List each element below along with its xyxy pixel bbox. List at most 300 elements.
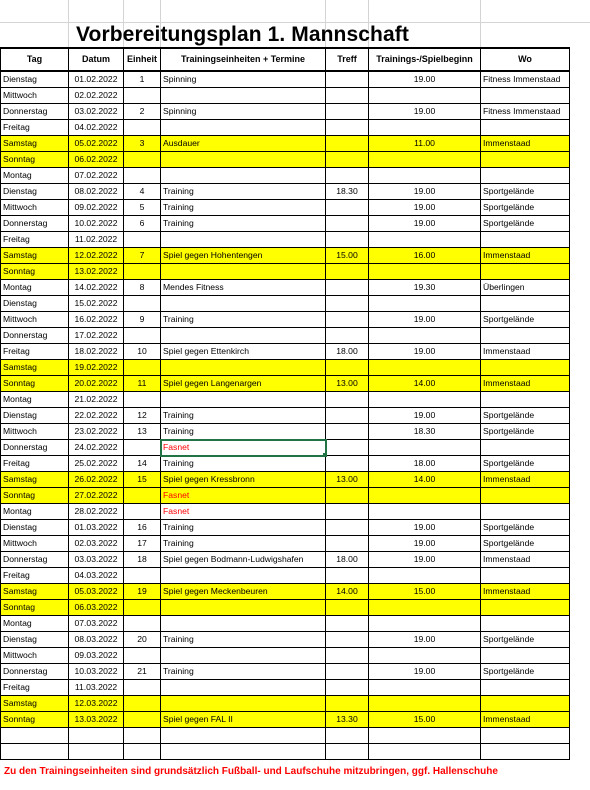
cell-tag[interactable]: Samstag — [1, 248, 69, 264]
cell-treff[interactable] — [326, 264, 369, 280]
cell-treff[interactable] — [326, 696, 369, 712]
cell-beginn[interactable]: 18.00 — [369, 456, 481, 472]
cell-tag[interactable]: Donnerstag — [1, 552, 69, 568]
cell-beginn[interactable]: 19.00 — [369, 520, 481, 536]
cell-einheit[interactable]: 20 — [124, 632, 161, 648]
cell-wo[interactable] — [481, 648, 570, 664]
cell-datum[interactable] — [69, 728, 124, 744]
cell-einheit[interactable]: 10 — [124, 344, 161, 360]
cell-treff[interactable]: 18.00 — [326, 552, 369, 568]
cell-beginn[interactable]: 14.00 — [369, 472, 481, 488]
cell-datum[interactable]: 25.02.2022 — [69, 456, 124, 472]
cell-wo[interactable] — [481, 616, 570, 632]
cell-datum[interactable]: 27.02.2022 — [69, 488, 124, 504]
cell-tag[interactable]: Mittwoch — [1, 312, 69, 328]
cell-wo[interactable]: Sportgelände — [481, 536, 570, 552]
cell-treff[interactable] — [326, 520, 369, 536]
cell-treff[interactable]: 13.00 — [326, 376, 369, 392]
cell-einheit[interactable]: 2 — [124, 104, 161, 120]
cell-training[interactable]: Training — [161, 536, 326, 552]
cell-tag[interactable]: Sonntag — [1, 152, 69, 168]
cell-einheit[interactable]: 8 — [124, 280, 161, 296]
cell-tag[interactable]: Montag — [1, 504, 69, 520]
cell-tag[interactable]: Samstag — [1, 472, 69, 488]
cell-beginn[interactable] — [369, 392, 481, 408]
cell-tag[interactable]: Dienstag — [1, 71, 69, 88]
cell-treff[interactable] — [326, 680, 369, 696]
cell-datum[interactable]: 07.02.2022 — [69, 168, 124, 184]
cell-datum[interactable]: 19.02.2022 — [69, 360, 124, 376]
cell-wo[interactable]: Sportgelände — [481, 184, 570, 200]
cell-treff[interactable] — [326, 392, 369, 408]
cell-beginn[interactable] — [369, 168, 481, 184]
cell-datum[interactable]: 06.02.2022 — [69, 152, 124, 168]
cell-einheit[interactable] — [124, 232, 161, 248]
cell-training[interactable]: Spiel gegen FAL II — [161, 712, 326, 728]
cell-tag[interactable]: Sonntag — [1, 376, 69, 392]
cell-einheit[interactable] — [124, 152, 161, 168]
cell-training[interactable] — [161, 680, 326, 696]
cell-tag[interactable]: Freitag — [1, 232, 69, 248]
cell-einheit[interactable]: 19 — [124, 584, 161, 600]
cell-datum[interactable] — [69, 744, 124, 760]
cell-tag[interactable]: Dienstag — [1, 184, 69, 200]
cell-datum[interactable]: 17.02.2022 — [69, 328, 124, 344]
cell-beginn[interactable]: 19.00 — [369, 536, 481, 552]
cell-beginn[interactable]: 19.00 — [369, 104, 481, 120]
cell-einheit[interactable] — [124, 648, 161, 664]
cell-training[interactable] — [161, 568, 326, 584]
cell-beginn[interactable]: 19.00 — [369, 632, 481, 648]
cell-datum[interactable]: 02.02.2022 — [69, 88, 124, 104]
cell-training[interactable]: Spiel gegen Hohentengen — [161, 248, 326, 264]
cell-wo[interactable]: Überlingen — [481, 280, 570, 296]
cell-wo[interactable] — [481, 568, 570, 584]
cell-einheit[interactable]: 12 — [124, 408, 161, 424]
cell-datum[interactable]: 24.02.2022 — [69, 440, 124, 456]
cell-tag[interactable]: Sonntag — [1, 712, 69, 728]
cell-wo[interactable] — [481, 88, 570, 104]
cell-datum[interactable]: 04.03.2022 — [69, 568, 124, 584]
cell-wo[interactable] — [481, 360, 570, 376]
cell-treff[interactable] — [326, 296, 369, 312]
cell-einheit[interactable] — [124, 392, 161, 408]
cell-wo[interactable]: Immenstaad — [481, 376, 570, 392]
cell-treff[interactable] — [326, 232, 369, 248]
cell-datum[interactable]: 20.02.2022 — [69, 376, 124, 392]
cell-tag[interactable]: Montag — [1, 168, 69, 184]
cell-tag[interactable]: Freitag — [1, 680, 69, 696]
cell-tag[interactable]: Sonntag — [1, 264, 69, 280]
cell-wo[interactable] — [481, 488, 570, 504]
cell-training[interactable]: Training — [161, 200, 326, 216]
cell-treff[interactable] — [326, 424, 369, 440]
cell-datum[interactable]: 09.02.2022 — [69, 200, 124, 216]
cell-datum[interactable]: 08.02.2022 — [69, 184, 124, 200]
header-einheit[interactable]: Einheit — [124, 48, 161, 71]
cell-beginn[interactable]: 19.00 — [369, 664, 481, 680]
cell-datum[interactable]: 13.03.2022 — [69, 712, 124, 728]
cell-training[interactable]: Fasnet — [161, 488, 326, 504]
cell-beginn[interactable]: 19.00 — [369, 216, 481, 232]
cell-beginn[interactable] — [369, 232, 481, 248]
cell-einheit[interactable] — [124, 744, 161, 760]
cell-training[interactable]: Training — [161, 664, 326, 680]
cell-tag[interactable]: Donnerstag — [1, 440, 69, 456]
cell-treff[interactable] — [326, 600, 369, 616]
cell-treff[interactable] — [326, 136, 369, 152]
cell-treff[interactable] — [326, 728, 369, 744]
cell-training[interactable]: Spiel gegen Kressbronn — [161, 472, 326, 488]
cell-training[interactable] — [161, 88, 326, 104]
cell-wo[interactable]: Immenstaad — [481, 248, 570, 264]
cell-treff[interactable] — [326, 568, 369, 584]
cell-einheit[interactable] — [124, 616, 161, 632]
cell-tag[interactable]: Sonntag — [1, 488, 69, 504]
cell-wo[interactable]: Sportgelände — [481, 312, 570, 328]
cell-einheit[interactable] — [124, 712, 161, 728]
cell-datum[interactable]: 08.03.2022 — [69, 632, 124, 648]
cell-einheit[interactable] — [124, 264, 161, 280]
cell-treff[interactable] — [326, 488, 369, 504]
cell-tag[interactable]: Freitag — [1, 120, 69, 136]
cell-training[interactable] — [161, 728, 326, 744]
cell-tag[interactable]: Dienstag — [1, 408, 69, 424]
cell-wo[interactable]: Immenstaad — [481, 136, 570, 152]
cell-datum[interactable]: 04.02.2022 — [69, 120, 124, 136]
cell-einheit[interactable] — [124, 296, 161, 312]
cell-beginn[interactable] — [369, 680, 481, 696]
cell-training[interactable]: Spinning — [161, 71, 326, 88]
cell-training[interactable]: Mendes Fitness — [161, 280, 326, 296]
cell-training[interactable]: Spiel gegen Bodmann-Ludwigshafen — [161, 552, 326, 568]
cell-training[interactable] — [161, 392, 326, 408]
cell-einheit[interactable] — [124, 728, 161, 744]
cell-beginn[interactable]: 19.00 — [369, 71, 481, 88]
cell-wo[interactable] — [481, 264, 570, 280]
cell-datum[interactable]: 26.02.2022 — [69, 472, 124, 488]
cell-wo[interactable] — [481, 600, 570, 616]
cell-beginn[interactable] — [369, 744, 481, 760]
cell-training[interactable]: Spiel gegen Langenargen — [161, 376, 326, 392]
cell-tag[interactable]: Samstag — [1, 696, 69, 712]
cell-tag[interactable]: Donnerstag — [1, 664, 69, 680]
cell-wo[interactable]: Immenstaad — [481, 344, 570, 360]
cell-datum[interactable]: 11.02.2022 — [69, 232, 124, 248]
cell-training[interactable] — [161, 264, 326, 280]
cell-treff[interactable]: 14.00 — [326, 584, 369, 600]
cell-wo[interactable] — [481, 328, 570, 344]
header-tag[interactable]: Tag — [1, 48, 69, 71]
cell-treff[interactable] — [326, 328, 369, 344]
cell-tag[interactable]: Donnerstag — [1, 328, 69, 344]
cell-einheit[interactable]: 3 — [124, 136, 161, 152]
cell-tag[interactable]: Donnerstag — [1, 216, 69, 232]
cell-wo[interactable]: Immenstaad — [481, 552, 570, 568]
cell-beginn[interactable] — [369, 360, 481, 376]
cell-treff[interactable] — [326, 744, 369, 760]
cell-training[interactable] — [161, 168, 326, 184]
cell-tag[interactable]: Freitag — [1, 456, 69, 472]
cell-wo[interactable] — [481, 504, 570, 520]
cell-tag[interactable]: Montag — [1, 616, 69, 632]
cell-datum[interactable]: 05.03.2022 — [69, 584, 124, 600]
cell-einheit[interactable] — [124, 168, 161, 184]
cell-beginn[interactable]: 19.00 — [369, 344, 481, 360]
header-training[interactable]: Trainingseinheiten + Termine — [161, 48, 326, 71]
cell-training[interactable]: Training — [161, 424, 326, 440]
cell-einheit[interactable] — [124, 120, 161, 136]
cell-datum[interactable]: 01.02.2022 — [69, 71, 124, 88]
cell-beginn[interactable]: 15.00 — [369, 584, 481, 600]
cell-einheit[interactable] — [124, 696, 161, 712]
cell-wo[interactable]: Sportgelände — [481, 664, 570, 680]
cell-tag[interactable]: Dienstag — [1, 520, 69, 536]
cell-einheit[interactable]: 21 — [124, 664, 161, 680]
cell-wo[interactable] — [481, 168, 570, 184]
cell-tag[interactable]: Donnerstag — [1, 104, 69, 120]
cell-beginn[interactable] — [369, 728, 481, 744]
cell-training[interactable]: Training — [161, 216, 326, 232]
cell-beginn[interactable] — [369, 616, 481, 632]
cell-beginn[interactable] — [369, 88, 481, 104]
cell-einheit[interactable] — [124, 360, 161, 376]
cell-tag[interactable]: Mittwoch — [1, 200, 69, 216]
cell-beginn[interactable]: 19.30 — [369, 280, 481, 296]
cell-training[interactable] — [161, 296, 326, 312]
cell-wo[interactable]: Fitness Immenstaad — [481, 104, 570, 120]
cell-beginn[interactable]: 19.00 — [369, 408, 481, 424]
cell-treff[interactable] — [326, 88, 369, 104]
cell-datum[interactable]: 16.02.2022 — [69, 312, 124, 328]
cell-datum[interactable]: 06.03.2022 — [69, 600, 124, 616]
cell-treff[interactable] — [326, 632, 369, 648]
cell-einheit[interactable]: 6 — [124, 216, 161, 232]
cell-training[interactable]: Training — [161, 184, 326, 200]
header-treff[interactable]: Treff — [326, 48, 369, 71]
cell-einheit[interactable] — [124, 568, 161, 584]
cell-wo[interactable] — [481, 392, 570, 408]
header-beginn[interactable]: Trainings-/Spielbeginn — [369, 48, 481, 71]
cell-training[interactable]: Spinning — [161, 104, 326, 120]
cell-tag[interactable]: Mittwoch — [1, 648, 69, 664]
cell-einheit[interactable] — [124, 600, 161, 616]
cell-beginn[interactable] — [369, 296, 481, 312]
cell-wo[interactable] — [481, 232, 570, 248]
cell-datum[interactable]: 13.02.2022 — [69, 264, 124, 280]
cell-datum[interactable]: 12.03.2022 — [69, 696, 124, 712]
cell-wo[interactable] — [481, 120, 570, 136]
selection-fill-handle[interactable] — [323, 453, 326, 456]
cell-beginn[interactable]: 19.00 — [369, 312, 481, 328]
cell-beginn[interactable]: 18.30 — [369, 424, 481, 440]
cell-einheit[interactable] — [124, 88, 161, 104]
cell-datum[interactable]: 15.02.2022 — [69, 296, 124, 312]
cell-einheit[interactable]: 14 — [124, 456, 161, 472]
cell-wo[interactable]: Sportgelände — [481, 456, 570, 472]
cell-einheit[interactable]: 18 — [124, 552, 161, 568]
cell-treff[interactable] — [326, 152, 369, 168]
cell-tag[interactable]: Sonntag — [1, 600, 69, 616]
cell-tag[interactable]: Freitag — [1, 344, 69, 360]
cell-datum[interactable]: 03.03.2022 — [69, 552, 124, 568]
cell-treff[interactable] — [326, 456, 369, 472]
cell-wo[interactable]: Sportgelände — [481, 520, 570, 536]
cell-tag[interactable]: Mittwoch — [1, 536, 69, 552]
cell-treff[interactable] — [326, 408, 369, 424]
cell-treff[interactable] — [326, 312, 369, 328]
cell-training[interactable]: Ausdauer — [161, 136, 326, 152]
cell-treff[interactable]: 18.30 — [326, 184, 369, 200]
cell-datum[interactable]: 14.02.2022 — [69, 280, 124, 296]
cell-datum[interactable]: 09.03.2022 — [69, 648, 124, 664]
cell-beginn[interactable] — [369, 152, 481, 168]
header-datum[interactable]: Datum — [69, 48, 124, 71]
cell-einheit[interactable] — [124, 328, 161, 344]
cell-beginn[interactable] — [369, 568, 481, 584]
cell-treff[interactable] — [326, 664, 369, 680]
cell-tag[interactable]: Mittwoch — [1, 88, 69, 104]
cell-training[interactable]: Training — [161, 632, 326, 648]
cell-einheit[interactable]: 16 — [124, 520, 161, 536]
cell-training[interactable] — [161, 648, 326, 664]
cell-treff[interactable]: 18.00 — [326, 344, 369, 360]
cell-training[interactable]: Training — [161, 408, 326, 424]
cell-training[interactable] — [161, 696, 326, 712]
cell-datum[interactable]: 28.02.2022 — [69, 504, 124, 520]
cell-treff[interactable] — [326, 71, 369, 88]
cell-beginn[interactable] — [369, 696, 481, 712]
cell-beginn[interactable] — [369, 504, 481, 520]
cell-beginn[interactable] — [369, 440, 481, 456]
cell-training[interactable]: Training — [161, 456, 326, 472]
cell-training[interactable]: Training — [161, 520, 326, 536]
cell-treff[interactable] — [326, 504, 369, 520]
cell-treff[interactable] — [326, 648, 369, 664]
cell-wo[interactable]: Immenstaad — [481, 712, 570, 728]
cell-training[interactable] — [161, 152, 326, 168]
cell-treff[interactable]: 13.30 — [326, 712, 369, 728]
cell-datum[interactable]: 12.02.2022 — [69, 248, 124, 264]
cell-treff[interactable] — [326, 216, 369, 232]
cell-training[interactable]: Spiel gegen Ettenkirch — [161, 344, 326, 360]
cell-treff[interactable]: 15.00 — [326, 248, 369, 264]
cell-training[interactable]: Spiel gegen Meckenbeuren — [161, 584, 326, 600]
cell-beginn[interactable]: 19.00 — [369, 184, 481, 200]
cell-training[interactable]: Training — [161, 312, 326, 328]
cell-datum[interactable]: 07.03.2022 — [69, 616, 124, 632]
cell-tag[interactable]: Mittwoch — [1, 424, 69, 440]
cell-datum[interactable]: 02.03.2022 — [69, 536, 124, 552]
cell-training[interactable] — [161, 232, 326, 248]
cell-wo[interactable]: Fitness Immenstaad — [481, 71, 570, 88]
cell-beginn[interactable]: 14.00 — [369, 376, 481, 392]
cell-wo[interactable]: Sportgelände — [481, 424, 570, 440]
cell-wo[interactable] — [481, 440, 570, 456]
cell-training[interactable]: Fasnet — [161, 440, 326, 456]
cell-tag[interactable]: Dienstag — [1, 632, 69, 648]
cell-einheit[interactable]: 7 — [124, 248, 161, 264]
cell-wo[interactable] — [481, 696, 570, 712]
cell-einheit[interactable] — [124, 440, 161, 456]
cell-datum[interactable]: 23.02.2022 — [69, 424, 124, 440]
cell-datum[interactable]: 03.02.2022 — [69, 104, 124, 120]
cell-training[interactable]: Fasnet — [161, 504, 326, 520]
cell-training[interactable] — [161, 616, 326, 632]
cell-tag[interactable]: Montag — [1, 392, 69, 408]
cell-wo[interactable]: Immenstaad — [481, 584, 570, 600]
cell-treff[interactable] — [326, 280, 369, 296]
cell-beginn[interactable] — [369, 328, 481, 344]
cell-tag[interactable]: Samstag — [1, 360, 69, 376]
cell-beginn[interactable] — [369, 488, 481, 504]
cell-treff[interactable]: 13.00 — [326, 472, 369, 488]
cell-tag[interactable]: Samstag — [1, 584, 69, 600]
cell-wo[interactable] — [481, 152, 570, 168]
cell-einheit[interactable]: 1 — [124, 71, 161, 88]
cell-training[interactable] — [161, 744, 326, 760]
cell-wo[interactable] — [481, 744, 570, 760]
cell-einheit[interactable]: 4 — [124, 184, 161, 200]
cell-tag[interactable] — [1, 744, 69, 760]
cell-beginn[interactable] — [369, 600, 481, 616]
cell-tag[interactable]: Samstag — [1, 136, 69, 152]
cell-training[interactable] — [161, 600, 326, 616]
cell-tag[interactable] — [1, 728, 69, 744]
cell-tag[interactable]: Montag — [1, 280, 69, 296]
cell-datum[interactable]: 18.02.2022 — [69, 344, 124, 360]
cell-wo[interactable]: Sportgelände — [481, 216, 570, 232]
cell-einheit[interactable]: 15 — [124, 472, 161, 488]
cell-beginn[interactable]: 19.00 — [369, 552, 481, 568]
cell-datum[interactable]: 22.02.2022 — [69, 408, 124, 424]
cell-einheit[interactable] — [124, 488, 161, 504]
cell-datum[interactable]: 11.03.2022 — [69, 680, 124, 696]
cell-treff[interactable] — [326, 168, 369, 184]
cell-wo[interactable]: Sportgelände — [481, 408, 570, 424]
cell-treff[interactable] — [326, 616, 369, 632]
cell-einheit[interactable]: 13 — [124, 424, 161, 440]
cell-wo[interactable]: Sportgelände — [481, 200, 570, 216]
cell-datum[interactable]: 01.03.2022 — [69, 520, 124, 536]
cell-beginn[interactable]: 11.00 — [369, 136, 481, 152]
cell-beginn[interactable] — [369, 120, 481, 136]
cell-wo[interactable]: Immenstaad — [481, 472, 570, 488]
cell-training[interactable] — [161, 360, 326, 376]
cell-beginn[interactable] — [369, 648, 481, 664]
cell-beginn[interactable]: 15.00 — [369, 712, 481, 728]
cell-treff[interactable] — [326, 200, 369, 216]
cell-training[interactable] — [161, 120, 326, 136]
cell-beginn[interactable]: 16.00 — [369, 248, 481, 264]
cell-wo[interactable] — [481, 296, 570, 312]
cell-treff[interactable] — [326, 360, 369, 376]
cell-beginn[interactable]: 19.00 — [369, 200, 481, 216]
cell-einheit[interactable]: 17 — [124, 536, 161, 552]
cell-beginn[interactable] — [369, 264, 481, 280]
cell-datum[interactable]: 21.02.2022 — [69, 392, 124, 408]
cell-treff[interactable] — [326, 536, 369, 552]
cell-datum[interactable]: 05.02.2022 — [69, 136, 124, 152]
cell-wo[interactable] — [481, 728, 570, 744]
cell-tag[interactable]: Dienstag — [1, 296, 69, 312]
cell-datum[interactable]: 10.02.2022 — [69, 216, 124, 232]
cell-tag[interactable]: Freitag — [1, 568, 69, 584]
cell-einheit[interactable]: 5 — [124, 200, 161, 216]
cell-treff[interactable] — [326, 440, 369, 456]
cell-wo[interactable]: Sportgelände — [481, 632, 570, 648]
cell-einheit[interactable]: 9 — [124, 312, 161, 328]
